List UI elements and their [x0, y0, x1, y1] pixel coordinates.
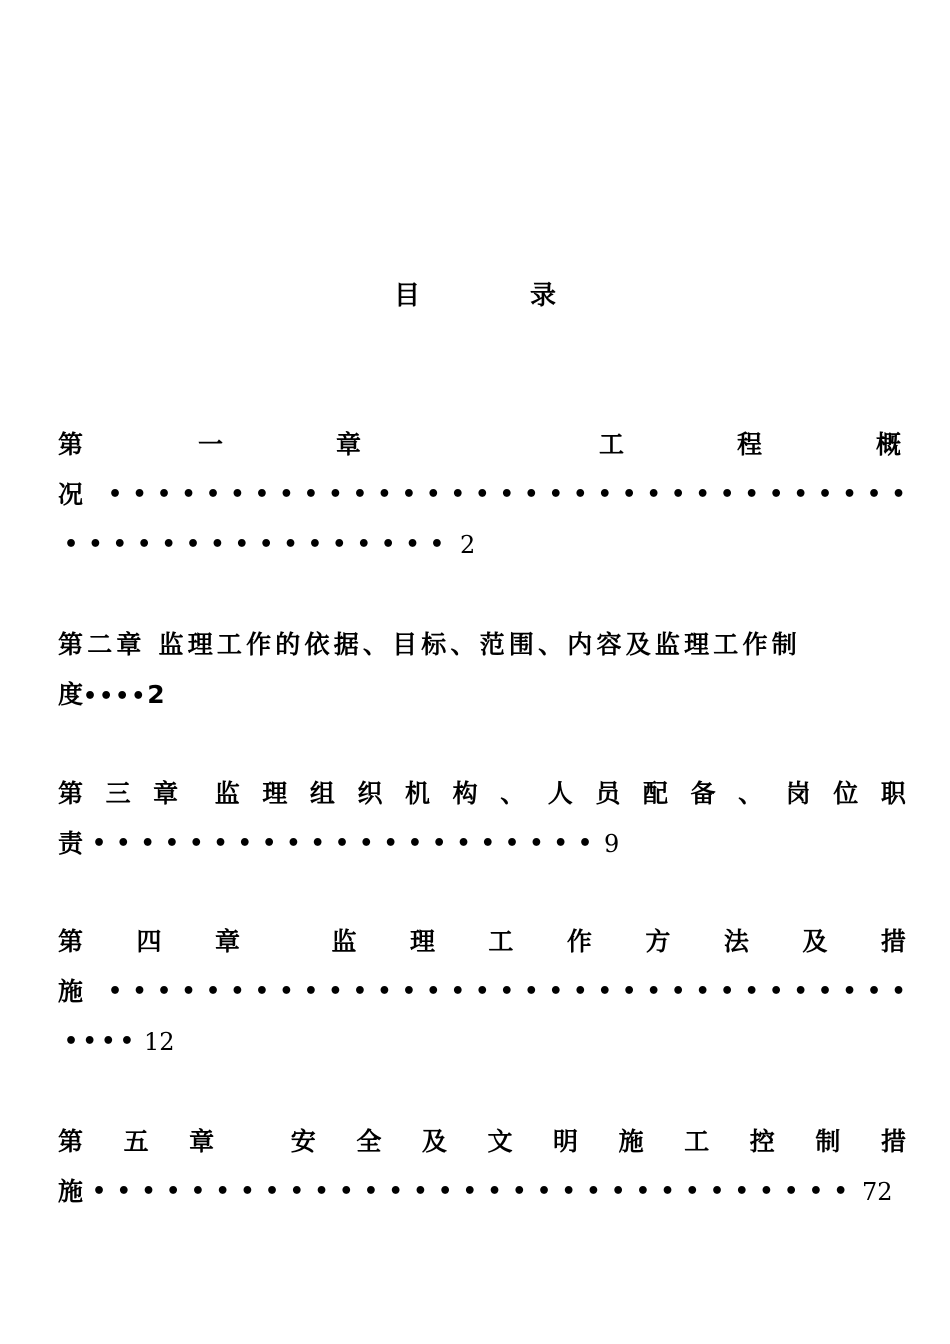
leader-dots: • • • • — [64, 1029, 134, 1054]
toc-char: 、 — [500, 779, 526, 808]
toc-char: 机 — [405, 779, 431, 808]
toc-char: 控 — [749, 1127, 775, 1156]
toc-heading-left: 目 — [393, 281, 420, 311]
toc-char: 组 — [309, 779, 335, 808]
toc-entry-line — [58, 425, 906, 465]
toc-char: 工 — [684, 1127, 710, 1156]
toc-char: 全 — [356, 1127, 382, 1156]
toc-char: 概 — [876, 430, 902, 459]
leader-dots: • • • • • • • • • • • • • • • • • • • • • • • • • • • • • • • • • — [108, 979, 906, 1004]
toc-entry-line — [58, 675, 906, 715]
toc-char: 职 — [880, 779, 906, 808]
toc-entry-line — [58, 1172, 906, 1212]
toc-char: 监 — [331, 927, 357, 956]
toc-entry-line — [58, 1122, 906, 1162]
toc-char: 理 — [262, 779, 288, 808]
toc-entry-line — [58, 774, 906, 814]
toc-char: 方 — [645, 927, 671, 956]
toc-char: 施 — [58, 1177, 84, 1206]
toc-char: 第 — [58, 430, 84, 459]
toc-char: 监 — [214, 779, 240, 808]
toc-char: 五 — [123, 1127, 149, 1156]
toc-char: 施 — [618, 1127, 644, 1156]
toc-char: 第 — [58, 779, 84, 808]
toc-char: 文 — [487, 1127, 513, 1156]
toc-entry-line — [58, 1022, 906, 1062]
toc-char: 度 — [58, 680, 84, 709]
toc-char: 位 — [833, 779, 859, 808]
toc-char: 安 — [290, 1127, 316, 1156]
toc-char: 、 — [738, 779, 764, 808]
toc-char: 理 — [409, 927, 435, 956]
toc-char: 措 — [880, 927, 906, 956]
leader-dots: • • • • • • • • • • • • • • • • • • • • • — [92, 831, 592, 856]
toc-char: 构 — [452, 779, 478, 808]
toc-char: 员 — [595, 779, 621, 808]
toc-char: 及 — [421, 1127, 447, 1156]
toc-char: 人 — [547, 779, 573, 808]
page-number: 72 — [862, 1178, 893, 1206]
toc-char: 第 — [58, 927, 84, 956]
toc-char: 责 — [58, 829, 84, 858]
toc-char: 第 — [58, 1127, 84, 1156]
toc-char: 况 — [58, 480, 84, 509]
toc-entry-line: 第二章 监理工作的依据、目标、范围、内容及监理工作制 — [58, 630, 801, 659]
toc-entry-line — [58, 972, 906, 1012]
toc-char: 及 — [802, 927, 828, 956]
toc-char: 四 — [136, 927, 162, 956]
toc-char: 程 — [737, 430, 763, 459]
toc-entry-line — [58, 824, 906, 864]
page-number: 2 — [147, 680, 165, 709]
leader-dots: • • • • • • • • • • • • • • • • • • • • • • • • • • • • • • • — [92, 1179, 848, 1204]
toc-char: 作 — [566, 927, 592, 956]
toc-entry-line — [58, 525, 906, 565]
toc-char: 施 — [58, 977, 84, 1006]
toc-heading — [0, 278, 950, 314]
page-number: 9 — [604, 830, 620, 858]
toc-char: 工 — [599, 430, 625, 459]
leader-dots: • • • • • • • • • • • • • • • • — [64, 532, 444, 557]
toc-char: 工 — [488, 927, 514, 956]
toc-char: 备 — [690, 779, 716, 808]
toc-char: 织 — [357, 779, 383, 808]
toc-entry-line — [58, 922, 906, 962]
toc-char: 章 — [189, 1127, 215, 1156]
toc-char: 三 — [105, 779, 131, 808]
toc-char: 章 — [153, 779, 179, 808]
page-number: 12 — [144, 1028, 175, 1056]
toc-char: 章 — [214, 927, 240, 956]
toc-char: 制 — [815, 1127, 841, 1156]
leader-dots: •••• — [83, 684, 148, 709]
page-number: 2 — [460, 531, 476, 559]
toc-heading-right: 录 — [530, 281, 557, 311]
toc-char: 措 — [880, 1127, 906, 1156]
toc-char: 岗 — [785, 779, 811, 808]
toc-char: 一 — [198, 430, 224, 459]
leader-dots: • • • • • • • • • • • • • • • • • • • • • • • • • • • • • • • • • — [108, 482, 906, 507]
toc-char: 法 — [723, 927, 749, 956]
toc-char: 章 — [336, 430, 362, 459]
toc-entry-line — [58, 475, 906, 515]
toc-char: 配 — [642, 779, 668, 808]
toc-char: 明 — [553, 1127, 579, 1156]
